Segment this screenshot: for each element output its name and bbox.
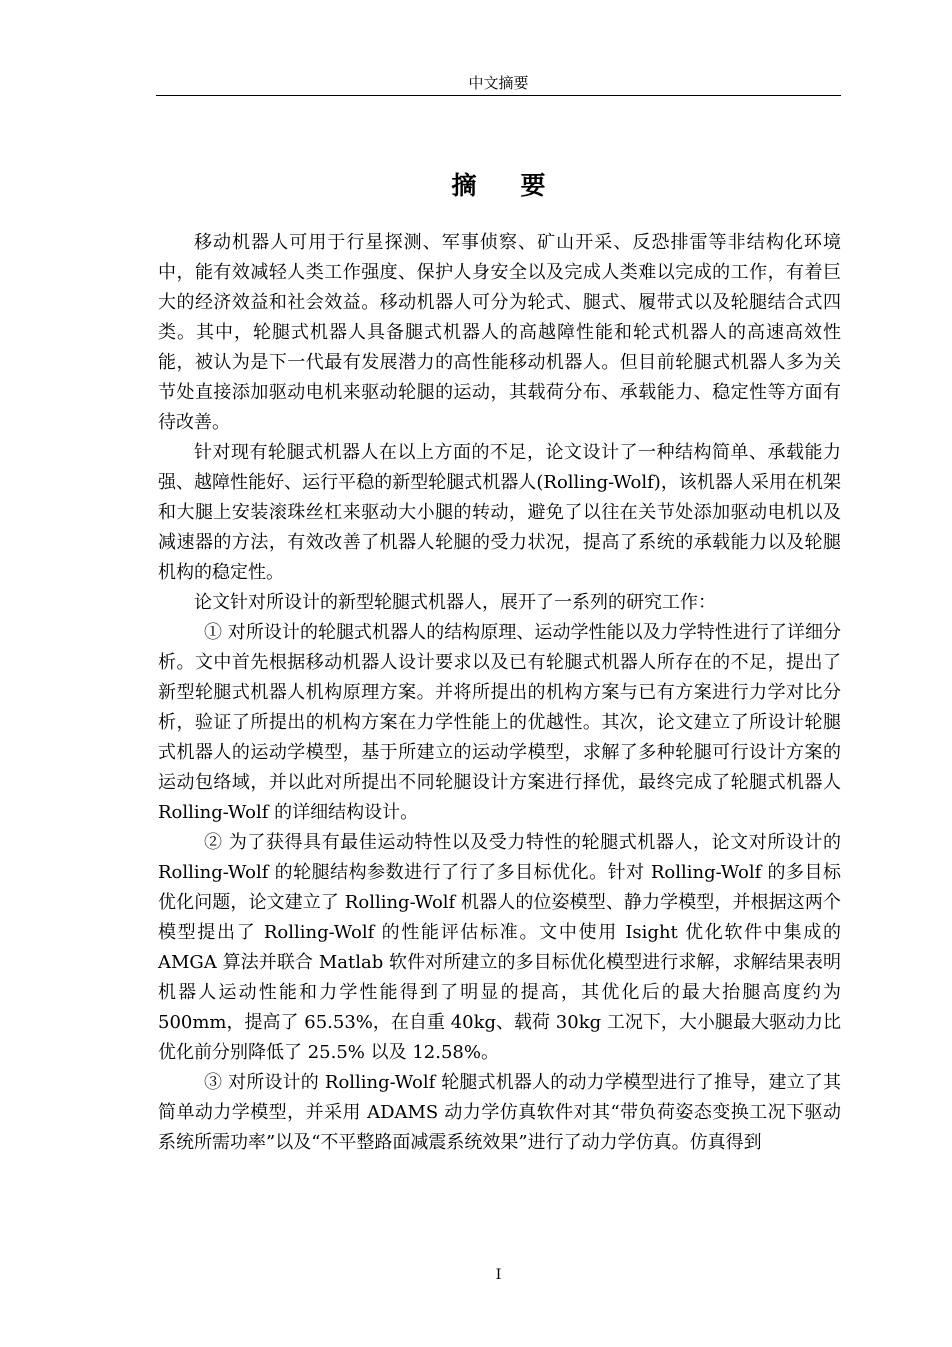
paragraph-item-2: ② 为了获得具有最佳运动特性以及受力特性的轮腿式机器人，论文对所设计的 Rolling-Wolf 的轮腿结构参数进行了行了多目标优化。针对 Rolling-Wolf 的多目标优化问题，论文建立了 Rolling-Wolf 机器人的位姿模型、静力学模型，并根据这两个模型提出了 Rolling-Wolf 的性能评估标准。文中使用 Isight 优化软件中集成的 AMGA 算法并联合 Matlab 软件对所建立的多目标优化模型进行求解，求解结果表明机器人运动性能和力学性能得到了明显的提高，其优化后的最大抬腿高度约为 500mm，提高了 65.53%，在自重 40kg、载荷 30kg 工况下，大小腿最大驱动力比优化前分别降低了 25.5% 以及 12.58%。 — [158, 832, 841, 1063]
page-number: I — [495, 1267, 502, 1283]
abstract-title: 摘要 — [451, 171, 590, 200]
paragraph-research-intro: 论文针对所设计的新型轮腿式机器人，展开了一系列的研究工作： — [194, 592, 716, 613]
paragraph-item-1: ① 对所设计的轮腿式机器人的结构原理、运动学性能以及力学特性进行了详细分析。文中首先根据移动机器人设计要求以及已有轮腿式机器人所存在的不足，提出了新型轮腿式机器人机构原理方案。并将所提出的机构方案与已有方案进行力学对比分析，验证了所提出的机构方案在力学性能上的优越性。其次，论文建立了所设计轮腿式机器人的运动学模型，基于所建立的运动学模型，求解了多种轮腿可行设计方案的运动包络域，并以此对所提出不同轮腿设计方案进行择优，最终完成了轮腿式机器人 Rolling-Wolf 的详细结构设计。 — [158, 622, 841, 823]
abstract-body — [158, 228, 841, 1158]
paragraph-background: 移动机器人可用于行星探测、军事侦察、矿山开采、反恐排雷等非结构化环境中，能有效减轻人类工作强度、保护人身安全以及完成人类难以完成的工作，有着巨大的经济效益和社会效益。移动机器人可分为轮式、腿式、履带式以及轮腿结合式四类。其中，轮腿式机器人具备腿式机器人的高越障性能和轮式机器人的高速高效性能，被认为是下一代最有发展潜力的高性能移动机器人。但目前轮腿式机器人多为关节处直接添加驱动电机来驱动轮腿的运动，其载荷分布、承载能力、稳定性等方面有待改善。 — [158, 232, 841, 433]
paragraph-item-3: ③ 对所设计的 Rolling-Wolf 轮腿式机器人的动力学模型进行了推导，建立了其简单动力学模型，并采用 ADAMS 动力学仿真软件对其“带负荷姿态变换工况下驱动系统所需功率”以及“不平整路面减震系统效果”进行了动力学仿真。仿真得到 — [158, 1072, 841, 1153]
paragraph-design: 针对现有轮腿式机器人在以上方面的不足，论文设计了一种结构简单、承载能力强、越障性能好、运行平稳的新型轮腿式机器人(Rolling-Wolf)，该机器人采用在机架和大腿上安装滚珠丝杠来驱动大小腿的转动，避免了以往在关节处添加驱动电机以及减速器的方法，有效改善了机器人轮腿的受力状况，提高了系统的承载能力以及轮腿机构的稳定性。 — [158, 442, 841, 583]
running-header: 中文摘要 — [468, 74, 529, 92]
header-divider — [156, 95, 841, 96]
